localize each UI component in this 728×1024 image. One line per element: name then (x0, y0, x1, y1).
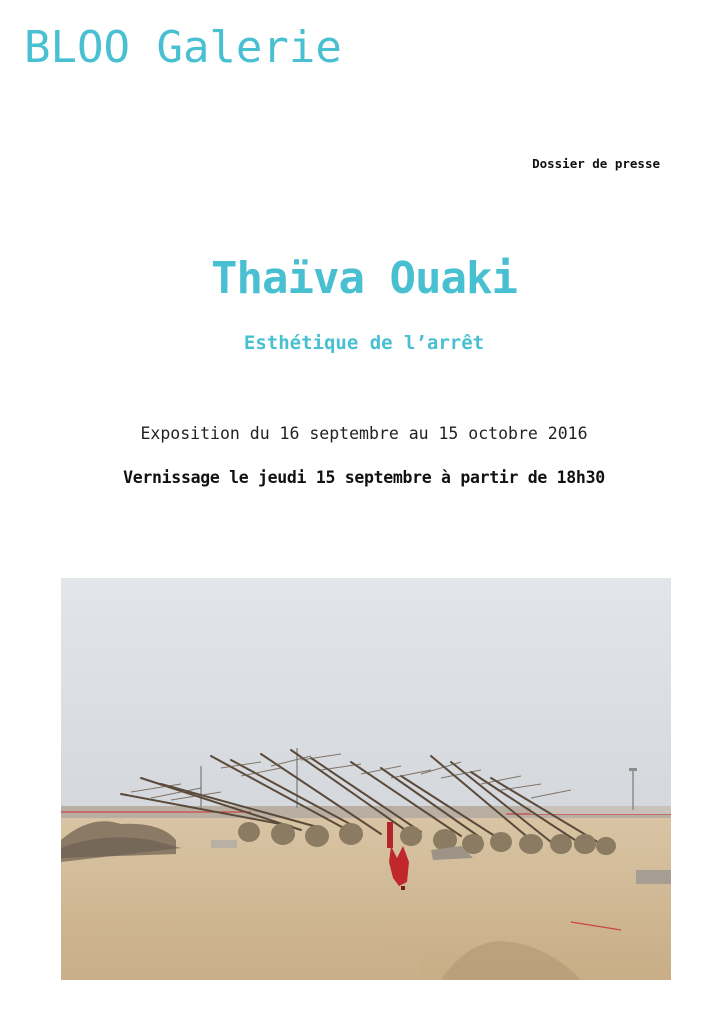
artist-name: Thaïva Ouaki (211, 253, 517, 304)
sky-area (61, 578, 671, 816)
document-type-label: Dossier de presse (532, 156, 660, 171)
gallery-name: BLOO Galerie (24, 22, 342, 73)
artwork-photo (61, 578, 671, 980)
exhibition-title: Esthétique de l’arrêt (243, 332, 485, 354)
exhibition-dates: Exposition du 16 septembre au 15 octobre 2016 (140, 424, 588, 443)
opening-info: Vernissage le jeudi 15 septembre à partir de 18h30 (123, 468, 605, 487)
